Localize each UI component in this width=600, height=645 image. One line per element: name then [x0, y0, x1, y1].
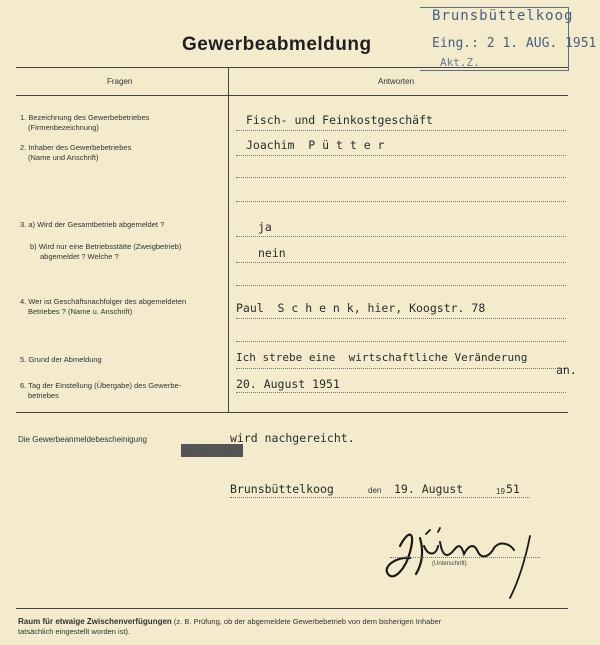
stamp-received-label: Eing.:	[432, 36, 479, 51]
question-6	[20, 381, 181, 401]
certificate-struck: folgt anbei	[181, 444, 244, 457]
signature-date: 19. August	[394, 482, 464, 496]
question-1	[20, 113, 149, 133]
question-4	[20, 297, 186, 317]
answer-line	[236, 130, 566, 131]
question-6-line1: 6. Tag der Einstellung (Übergabe) des Gewerbe-	[20, 381, 182, 390]
answer-4: Paul S c h e n k, hier, Koogstr. 78	[236, 301, 486, 315]
column-header-answers: Antworten	[378, 77, 415, 86]
question-6-line2: betriebes	[28, 391, 59, 400]
answer-3b: nein	[258, 246, 286, 260]
table-top-rule	[16, 67, 568, 68]
answer-3a: ja	[258, 220, 272, 234]
question-2-line2: (Name und Anschrift)	[28, 153, 99, 162]
answer-6: 20. August 1951	[236, 377, 340, 391]
question-2-line1: 2. Inhaber des Gewerbebetriebes	[20, 143, 132, 152]
footer-text: (z. B. Prüfung, ob der abgemeldete Gewerbebetrieb von dem bisherigen Inhaber	[173, 617, 442, 626]
answer-line	[236, 368, 566, 369]
document-title: Gewerbeabmeldung	[182, 34, 372, 55]
question-1-line2: (Firmenbezeichnung)	[28, 123, 99, 132]
stamp-place: Brunsbüttelkoog	[432, 8, 574, 24]
answer-line	[236, 155, 566, 156]
signature-label: (Unterschrift)	[432, 561, 467, 567]
answer-1: Fisch- und Feinkostgeschäft	[246, 113, 433, 127]
question-3b-line1: b) Wird nur eine Betriebsstätte (Zweigbetrieb)	[30, 242, 182, 251]
question-5: 5. Grund der Abmeldung	[20, 355, 102, 364]
question-3b	[30, 242, 181, 262]
answer-line	[236, 262, 566, 263]
answer-line	[236, 177, 566, 178]
certificate-label: Die Gewerbeanmeldebescheinigung	[18, 435, 147, 444]
footer-note	[18, 617, 578, 637]
answer-line	[236, 392, 566, 393]
footer-text-2: tatsächlich eingestellt worden ist).	[18, 627, 131, 636]
answer-line	[236, 201, 566, 202]
answer-line	[236, 318, 566, 319]
answer-line	[236, 285, 566, 286]
answer-5-continued: an.	[556, 363, 577, 377]
year-suffix: 51	[506, 482, 520, 496]
question-4-line2: Betriebes ? (Name u. Anschrift)	[28, 307, 133, 316]
question-3b-line2: abgemeldet ? Welche ?	[40, 252, 119, 261]
question-3a: 3. a) Wird der Gesamtbetrieb abgemeldet ?	[20, 220, 165, 229]
answer-line	[236, 236, 566, 237]
question-4-line1: 4. Wer ist Geschäftsnachfolger des abgemeldeten	[20, 297, 187, 306]
column-divider	[228, 67, 229, 412]
place-date-line	[230, 497, 530, 498]
signature-line	[390, 557, 540, 558]
table-bottom-rule	[16, 412, 568, 413]
den-label: den	[368, 486, 382, 495]
stamp-received	[432, 36, 596, 51]
answer-5: Ich strebe eine wirtschaftliche Veränderung	[236, 351, 528, 364]
column-header-questions: Fragen	[107, 77, 133, 86]
table-header-rule	[16, 95, 568, 96]
year-prefix: 19	[496, 487, 505, 496]
stamp-akt-label: Akt.Z.	[440, 56, 480, 69]
certificate-value: wird nachgereicht.	[230, 431, 355, 445]
footer-rule	[16, 608, 568, 609]
answer-2: Joachim P ü t t e r	[246, 138, 385, 152]
footer-bold: Raum für etwaige Zwischenverfügungen	[18, 617, 172, 626]
stamp-received-date: 2 1. AUG. 1951	[486, 36, 597, 51]
question-2	[20, 143, 131, 163]
answer-line	[236, 341, 566, 342]
signature-place: Brunsbüttelkoog	[230, 482, 334, 496]
question-1-line1: 1. Bezeichnung des Gewerbebetriebes	[20, 113, 150, 122]
